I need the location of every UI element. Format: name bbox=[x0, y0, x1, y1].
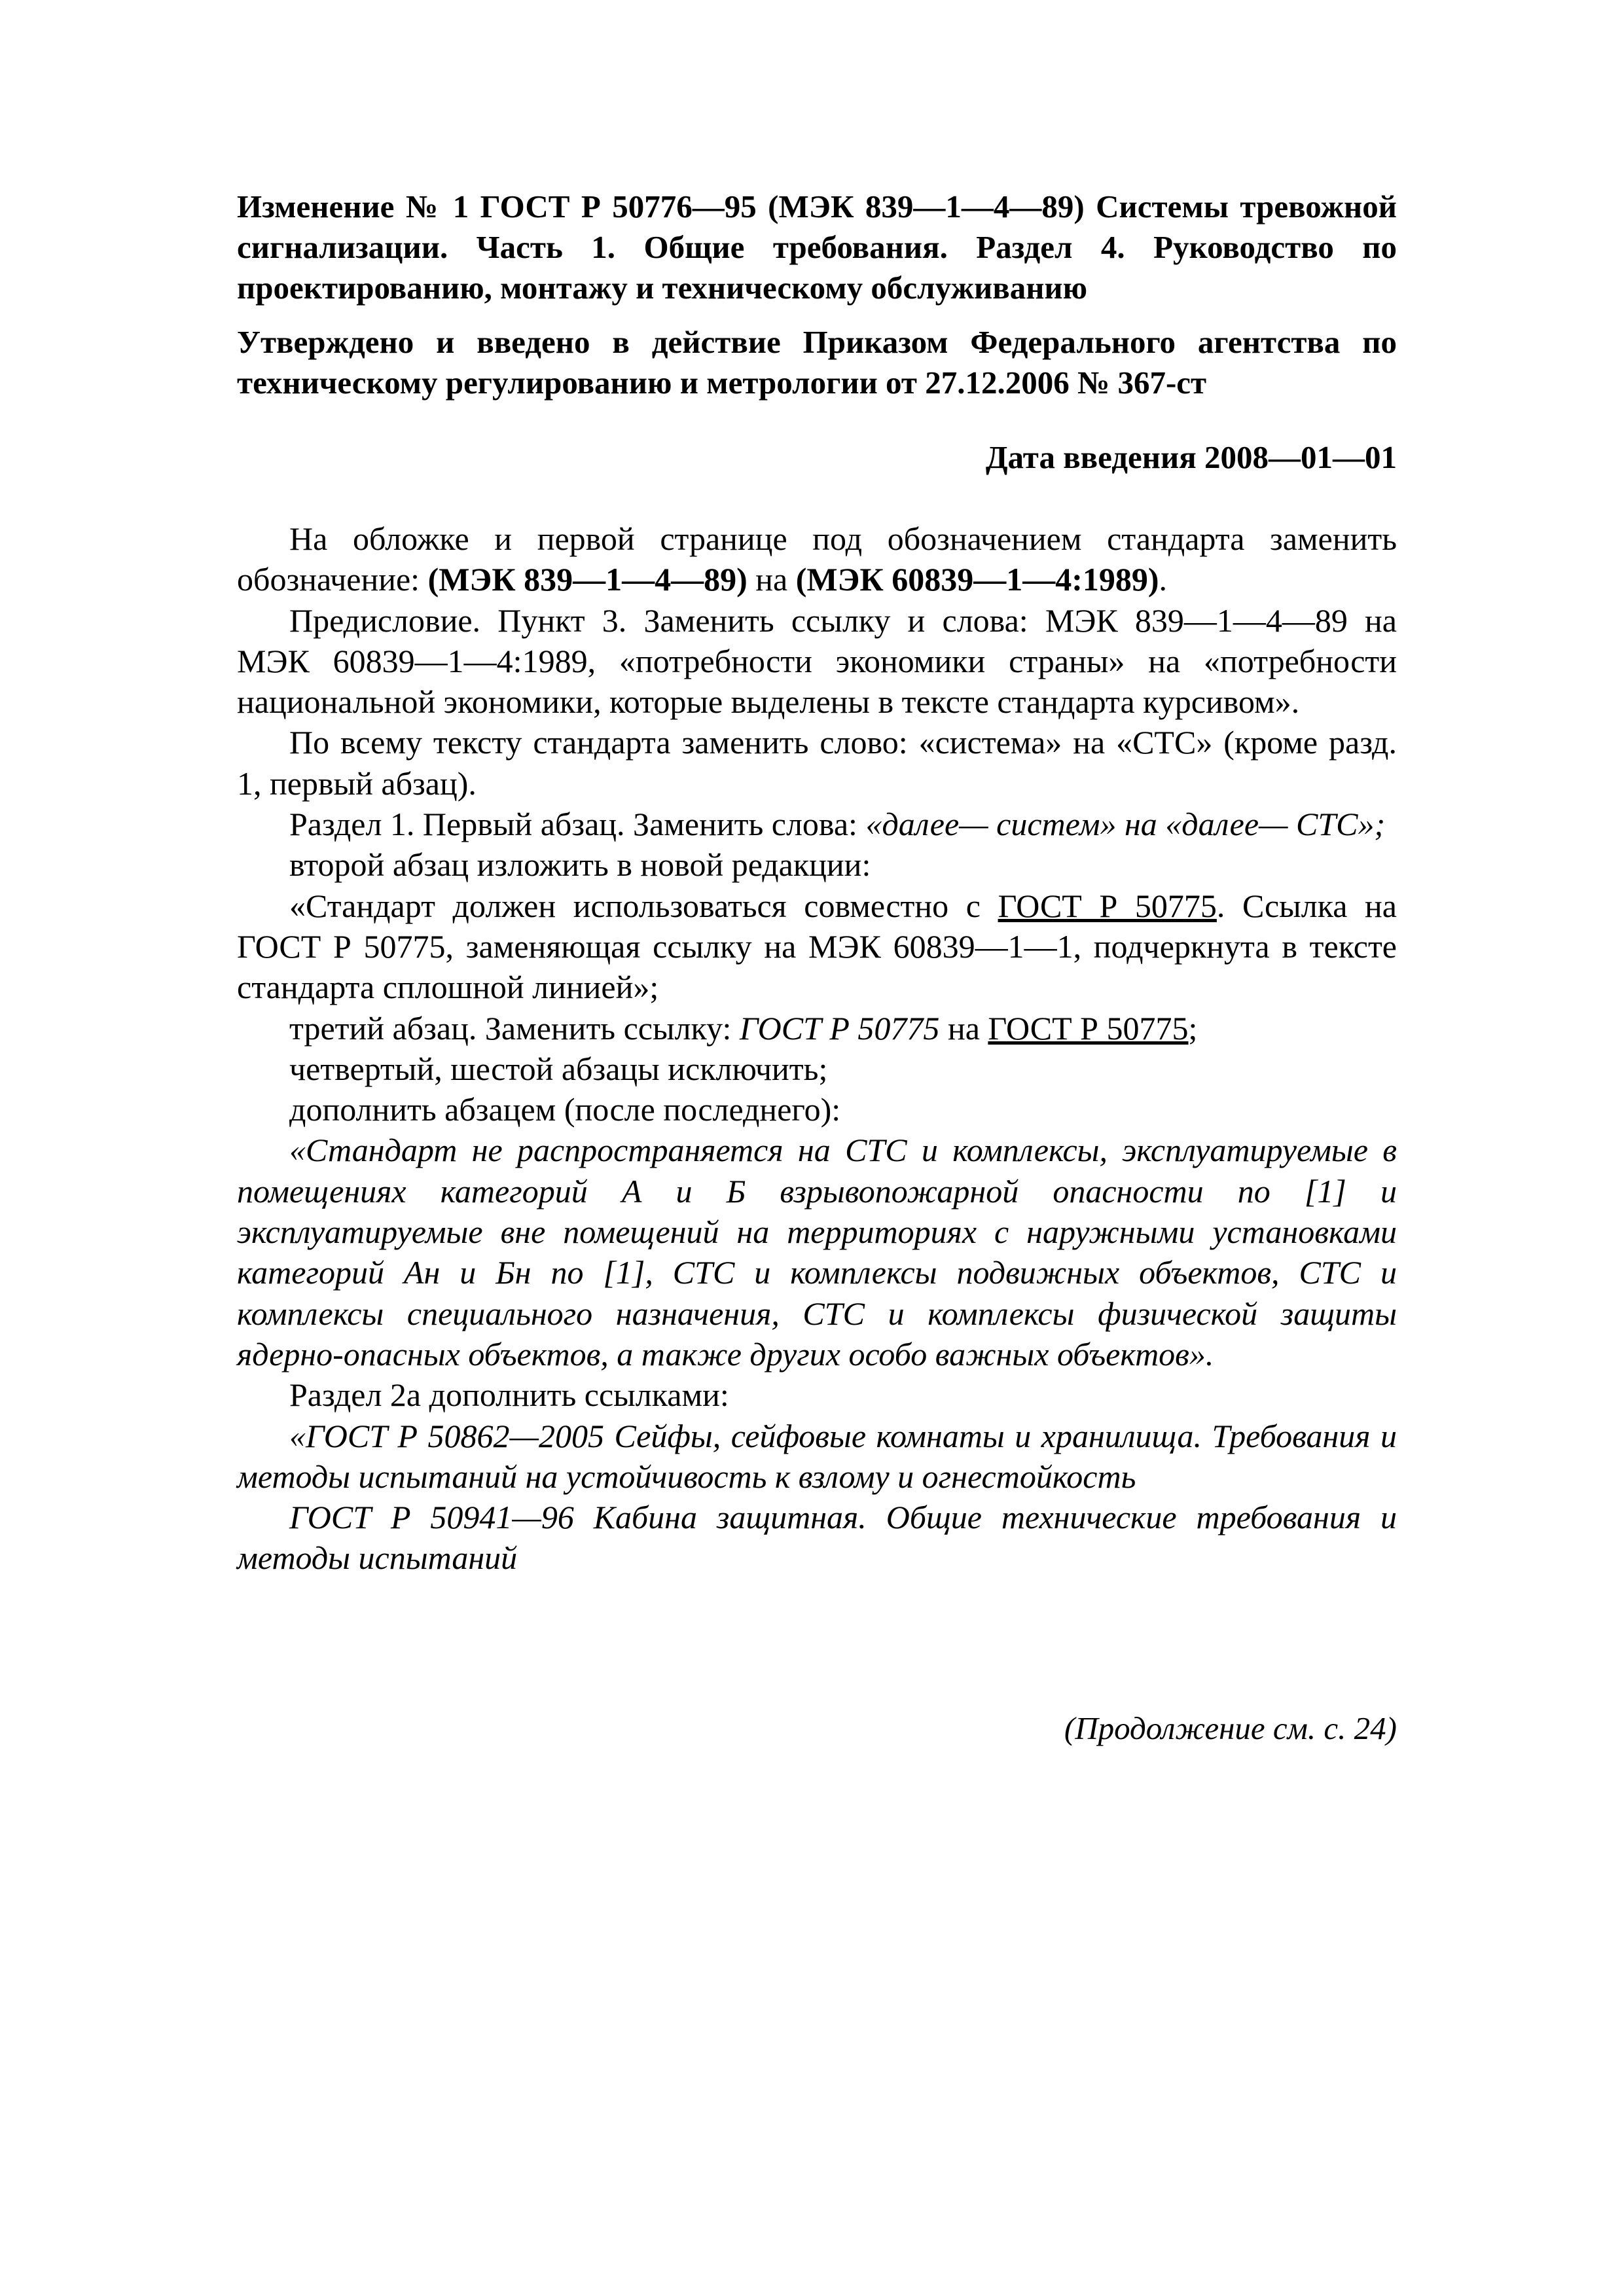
continuation-note: (Продолжение см. с. 24) bbox=[1064, 1710, 1397, 1746]
paragraph-scope-exclusion: «Стандарт не распространяется на СТС и комплексы, эксплуатируемые в помещениях категорий А и Б взрывопожарной опасности по [1] и эксплуатируемые вне помещений на территориях с наружными установками категорий Ан и Бн по [1], СТС и комплексы подвижных объектов, СТС и комплексы специального назначения, СТС и комплексы физической защиты ядерно-опасных объектов, а также других особо важных объектов». bbox=[237, 1132, 1397, 1372]
paragraph-cover: На обложке и первой странице под обозначением стандарта заменить обозначение: (МЭК 839—1—4—89) на (МЭК 60839—1—4:1989). bbox=[237, 520, 1397, 598]
paragraph-whole-text: По всему тексту стандарта заменить слово: «система» на «СТС» (кроме разд. 1, первый абзац). bbox=[237, 724, 1397, 802]
paragraph-section-2a: Раздел 2а дополнить ссылками: bbox=[289, 1376, 729, 1414]
approval-statement: Утверждено и введено в действие Приказом Федерального агентства по техническому регулированию и метрологии от 27.12.2006 № 367-ст bbox=[237, 324, 1397, 401]
amendment-body bbox=[237, 518, 1397, 1579]
gost-reference-link: ГОСТ Р 50775 bbox=[998, 887, 1217, 924]
paragraph-exclude: четвертый, шестой абзацы исключить; bbox=[289, 1050, 828, 1087]
gost-reference-link: ГОСТ Р 50775 bbox=[988, 1009, 1189, 1047]
paragraph-foreword: Предисловие. Пункт 3. Заменить ссылку и слова: МЭК 839—1—4—89 на МЭК 60839—1—4:1989, «потребности экономики страны» на «потребности национальной экономики, которые выделены в тексте стандарта курсивом». bbox=[237, 601, 1397, 721]
effective-date: Дата введения 2008—01—01 bbox=[985, 439, 1397, 475]
paragraph-ref-50862: «ГОСТ Р 50862—2005 Сейфы, сейфовые комнаты и хранилища. Требования и методы испытаний на устойчивость к взлому и огнестойкость bbox=[237, 1417, 1397, 1495]
paragraph-ref-50941: ГОСТ Р 50941—96 Кабина защитная. Общие технические требования и методы испытаний bbox=[237, 1499, 1397, 1577]
paragraph-second-abzac: второй абзац изложить в новой редакции: bbox=[289, 846, 871, 884]
paragraph-third-abzac: третий абзац. Заменить ссылку: ГОСТ Р 50775 на ГОСТ Р 50775; bbox=[289, 1009, 1198, 1047]
paragraph-section-1: Раздел 1. Первый абзац. Заменить слова: «далее— систем» на «далее— СТС»; bbox=[289, 806, 1386, 843]
paragraph-standard-usage: «Стандарт должен использоваться совместно с ГОСТ Р 50775. Ссылка на ГОСТ Р 50775, заменяющая ссылку на МЭК 60839—1—1, подчеркнута в тексте стандарта сплошной линией»; bbox=[237, 887, 1397, 1006]
paragraph-add: дополнить абзацем (после последнего): bbox=[289, 1091, 841, 1128]
amendment-title: Изменение № 1 ГОСТ Р 50776—95 (МЭК 839—1—4—89) Системы тревожной сигнализации. Часть 1. Общие требования. Раздел 4. Руководство по проектированию, монтажу и техническому обслуживанию bbox=[237, 188, 1397, 306]
